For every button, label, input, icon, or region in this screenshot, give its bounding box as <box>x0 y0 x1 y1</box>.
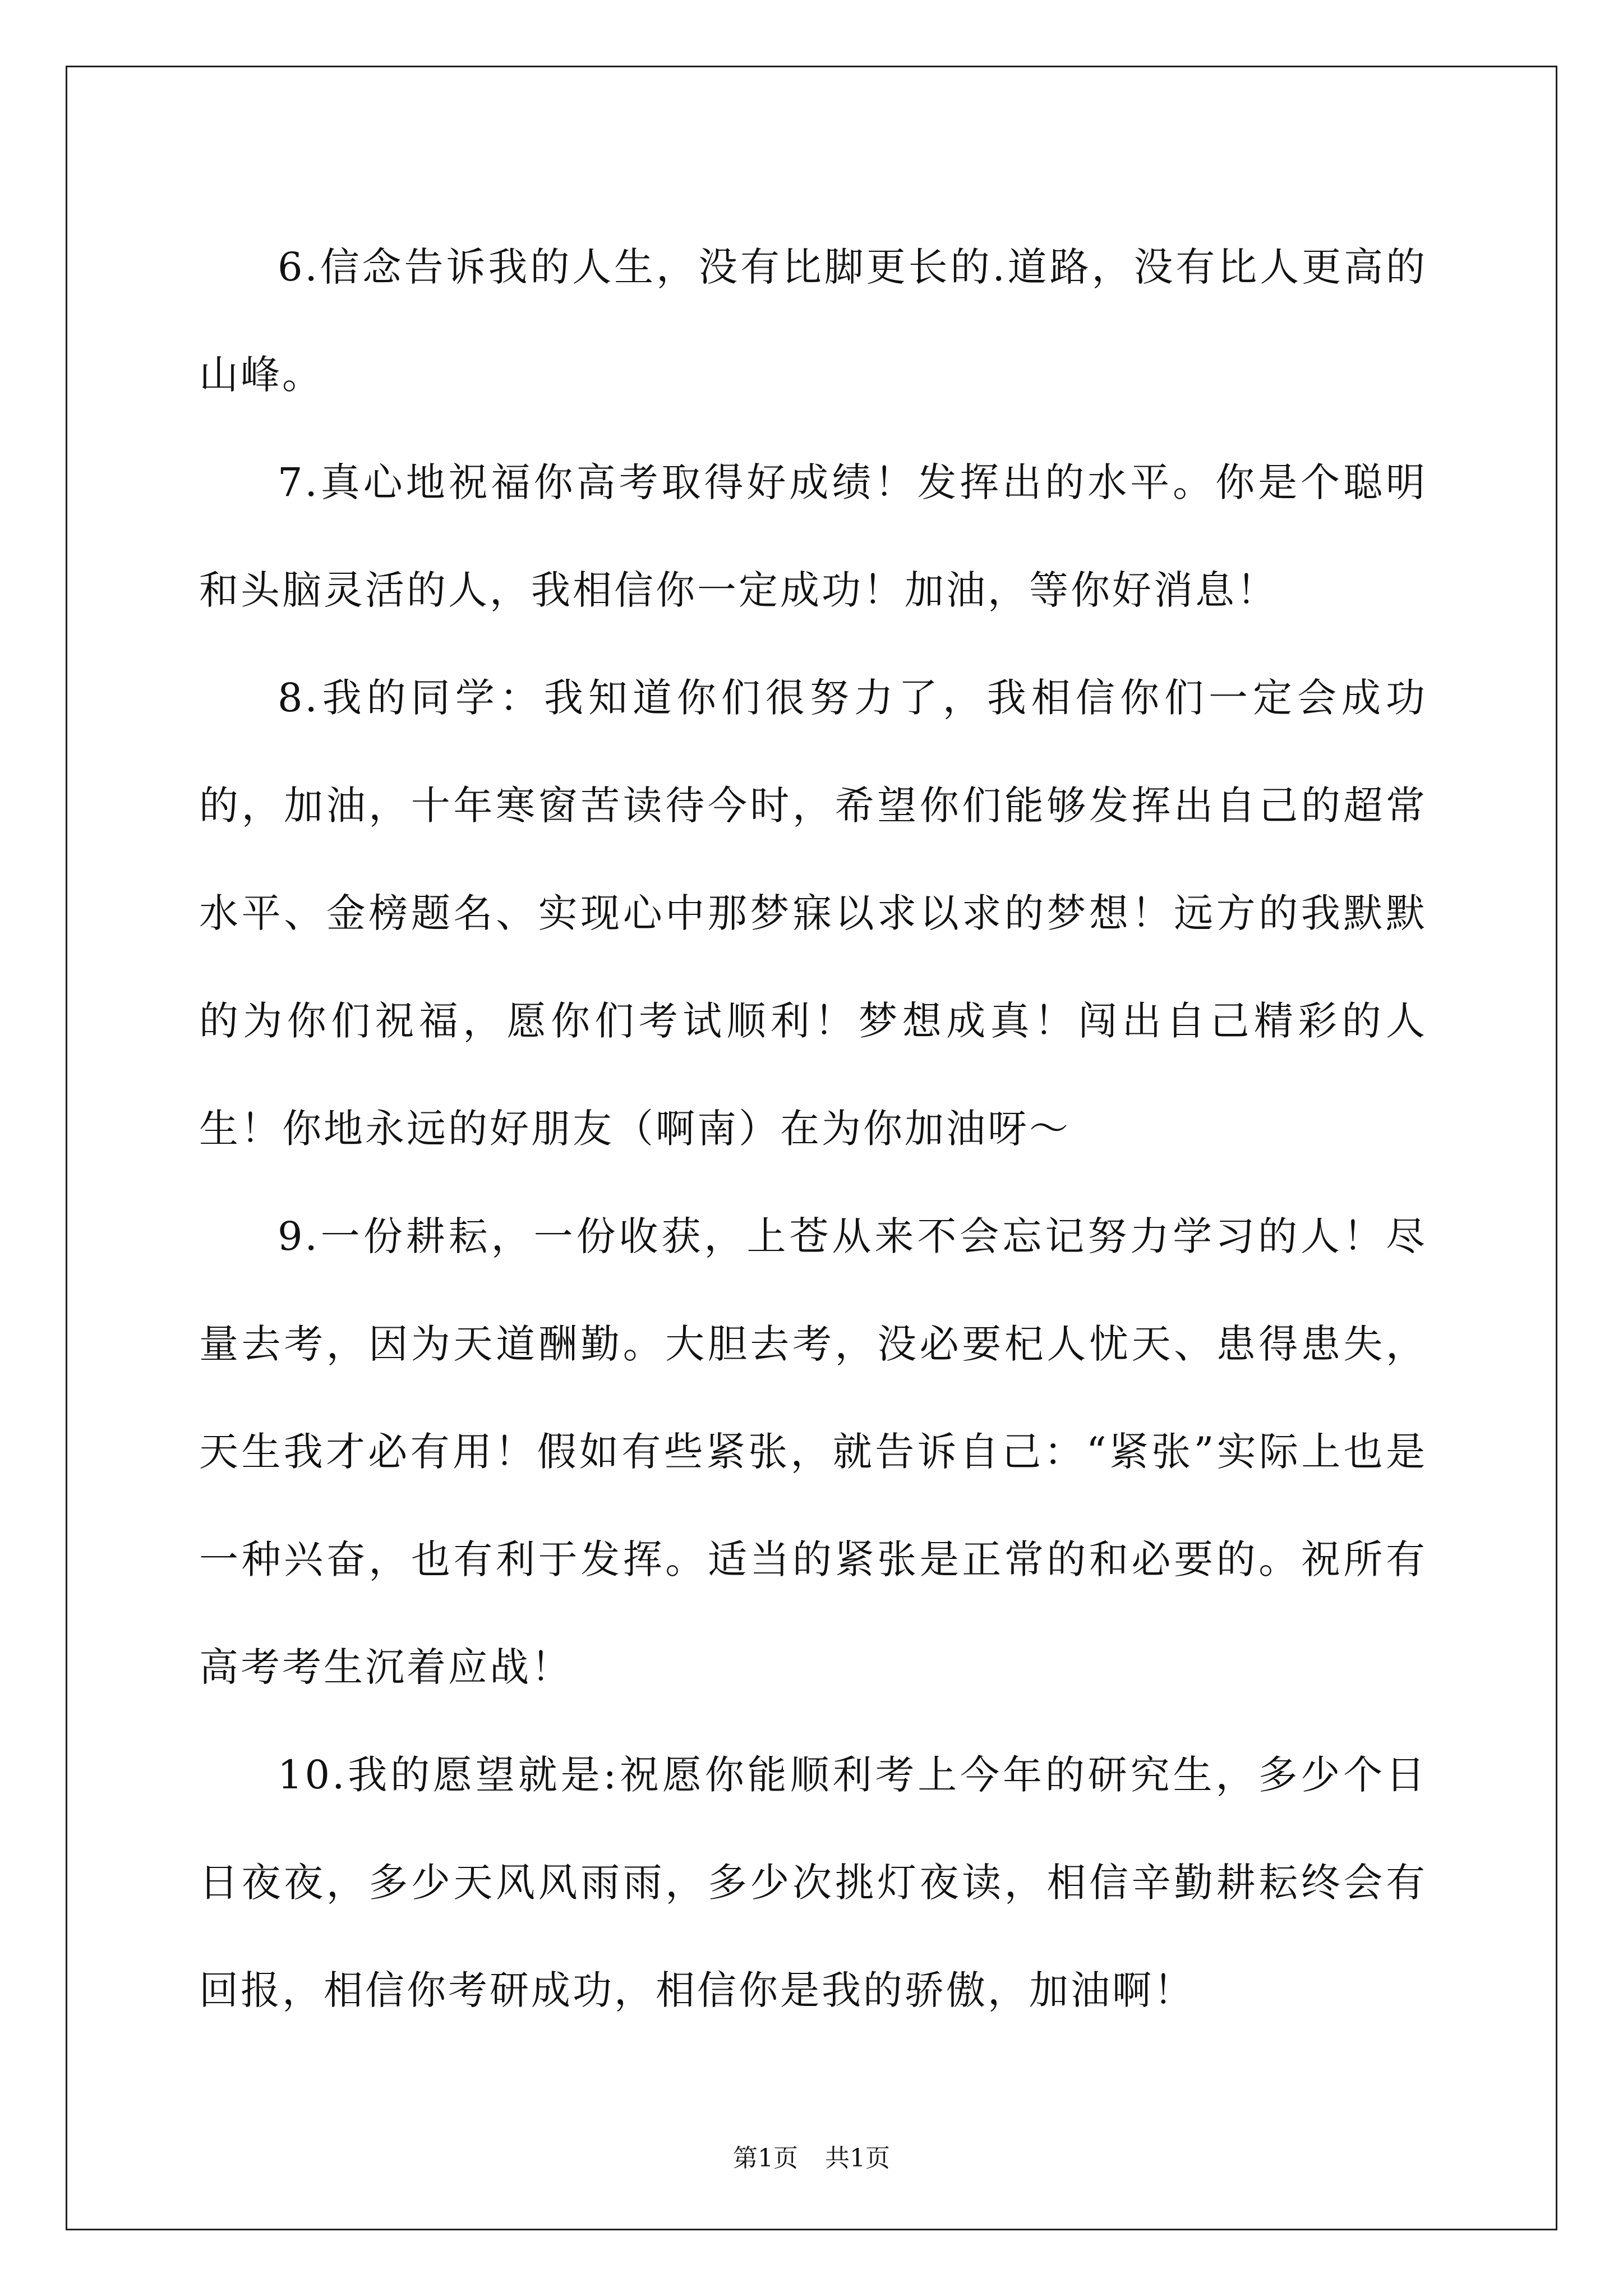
paragraph-10: 10.我的愿望就是:祝愿你能顺利考上今年的研究生，多少个日日夜夜，多少天风风雨雨，多少次挑灯夜读，相信辛勤耕耘终会有回报，相信你考研成功，相信你是我的骄傲，加油啊！ <box>199 1752 1427 2013</box>
paragraph-6: 6.信念告诉我的人生，没有比脚更长的.道路，没有比人更高的山峰。 <box>199 244 1427 398</box>
page-footer <box>0 2142 1623 2175</box>
document-body <box>199 213 1427 2044</box>
paragraph-9: 9.一份耕耘，一份收获，上苍从来不会忘记努力学习的人！尽量去考，因为天道酬勤。大胆去考，没必要杞人忧天、患得患失，天生我才必有用！假如有些紧张，就告诉自己：“紧张”实际上也是一种兴奋，也有利于发挥。适当的紧张是正常的和必要的。祝所有高考考生沉着应战！ <box>199 1213 1427 1690</box>
paragraph-8: 8.我的同学：我知道你们很努力了，我相信你们一定会成功的，加油，十年寒窗苦读待今时，希望你们能够发挥出自己的超常水平、金榜题名、实现心中那梦寐以求以求的梦想！远方的我默默的为你们祝福，愿你们考试顺利！梦想成真！闯出自己精彩的人生！你地永远的好朋友（啊南）在为你加油呀～ <box>199 675 1427 1152</box>
paragraph-7: 7.真心地祝福你高考取得好成绩！发挥出的水平。你是个聪明和头脑灵活的人，我相信你一定成功！加油，等你好消息！ <box>199 459 1427 613</box>
page-number-total: 共1页 <box>825 2144 890 2173</box>
page-number-current: 第1页 <box>733 2144 798 2173</box>
